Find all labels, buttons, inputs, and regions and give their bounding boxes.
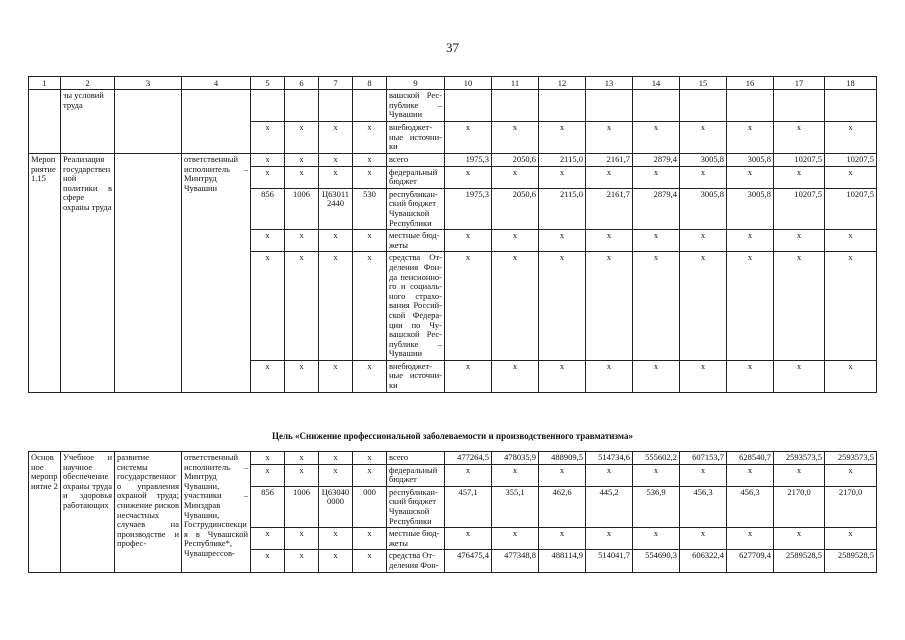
cell: 2879,4 [633, 154, 680, 167]
cell: 2589528,5 [825, 550, 877, 572]
cell: x [633, 464, 680, 486]
cell: x [680, 122, 727, 154]
cell: x [633, 528, 680, 550]
cell: x [586, 360, 633, 392]
cell: x [825, 252, 877, 361]
cell: 457,1 [445, 486, 492, 527]
cell: x [539, 122, 586, 154]
cell: x [539, 166, 586, 188]
cell: 477348,8 [492, 550, 539, 572]
cell: x [445, 230, 492, 252]
cell: x [285, 528, 319, 550]
cell: x [285, 550, 319, 572]
cell: 10207,5 [774, 154, 825, 167]
cell: 478035,9 [492, 452, 539, 465]
cell: вашской Рес-публике – Чувашии [387, 90, 445, 122]
cell: x [319, 528, 353, 550]
cell: 536,9 [633, 486, 680, 527]
cell: зы условий труда [61, 90, 115, 154]
cell: федеральный бюджет [387, 166, 445, 188]
cell: 1975,3 [445, 154, 492, 167]
cell: x [251, 464, 285, 486]
cell: Учебное и научное обеспечение охраны труда и здоровья работающих [61, 452, 115, 573]
cell: x [727, 166, 774, 188]
cell: x [285, 122, 319, 154]
cell: x [633, 166, 680, 188]
cell: x [492, 166, 539, 188]
cell: x [727, 122, 774, 154]
header-cell: 6 [285, 77, 319, 90]
cell: x [353, 154, 387, 167]
cell: 2115,0 [539, 154, 586, 167]
cell: 456,3 [727, 486, 774, 527]
goal-title: Цель «Снижение профессиональной заболеваемости и производственного травматизма» [272, 431, 633, 441]
cell: x [586, 122, 633, 154]
cell: x [251, 252, 285, 361]
cell: x [319, 360, 353, 392]
cell: x [251, 154, 285, 167]
header-cell: 8 [353, 77, 387, 90]
cell: 2050,6 [492, 188, 539, 229]
cell: x [774, 252, 825, 361]
cell: Мероприятие 1.15 [29, 154, 61, 393]
cell: x [445, 166, 492, 188]
cell: ответственный исполнитель – Минтруд Чувашии [182, 154, 251, 393]
cell: x [251, 166, 285, 188]
cell: 2161,7 [586, 188, 633, 229]
header-cell: 10 [445, 77, 492, 90]
cell [115, 154, 182, 393]
cell: x [285, 452, 319, 465]
cell: средства От-деления Фон- [387, 550, 445, 572]
cell: 2593573,5 [774, 452, 825, 465]
cell: Ц63040 0000 [319, 486, 353, 527]
cell: x [353, 166, 387, 188]
cell: 3005,8 [727, 188, 774, 229]
cell: x [539, 528, 586, 550]
cell: x [319, 252, 353, 361]
header-cell: 14 [633, 77, 680, 90]
cell: x [445, 122, 492, 154]
cell: x [353, 464, 387, 486]
cell: x [492, 464, 539, 486]
cell: внебюджет-ные источни-ки [387, 360, 445, 392]
cell: x [319, 230, 353, 252]
cell: 2170,0 [825, 486, 877, 527]
cell: 856 [251, 486, 285, 527]
cell: всего [387, 154, 445, 167]
cell: 530 [353, 188, 387, 229]
cell [29, 90, 61, 154]
cell: 2161,7 [586, 154, 633, 167]
cell: x [492, 230, 539, 252]
cell: x [825, 360, 877, 392]
table-row [29, 154, 877, 167]
cell: x [825, 464, 877, 486]
cell: 1975,3 [445, 188, 492, 229]
cell: x [492, 122, 539, 154]
cell: x [285, 230, 319, 252]
cell: 355,1 [492, 486, 539, 527]
cell: x [285, 154, 319, 167]
cell: x [633, 252, 680, 361]
cell: x [774, 464, 825, 486]
cell: x [445, 464, 492, 486]
cell: x [319, 452, 353, 465]
cell [633, 90, 680, 122]
cell: x [353, 452, 387, 465]
cell: x [586, 166, 633, 188]
cell: x [319, 122, 353, 154]
cell: 3005,8 [680, 188, 727, 229]
cell: республикан-ский бюджет Чувашской Республики [387, 486, 445, 527]
cell: 10207,5 [774, 188, 825, 229]
cell: 456,3 [680, 486, 727, 527]
cell: x [825, 230, 877, 252]
cell: x [285, 252, 319, 361]
header-cell: 1 [29, 77, 61, 90]
cell: x [251, 230, 285, 252]
cell: x [586, 464, 633, 486]
cell: 2589528,5 [774, 550, 825, 572]
cell: x [251, 122, 285, 154]
cell: 3005,8 [727, 154, 774, 167]
cell: средства От-деления Фон-да пенсионно-го и социаль-ного страхо-вания Россий-ской Федера-ции по Чу-вашской Рес-публике – Чувашии [387, 252, 445, 361]
cell: Основное мероприятие 2 [29, 452, 61, 573]
cell: развитие системы государственного управления охраной труда; снижение рисков несчастных случаев на производстве и профес- [115, 452, 182, 573]
cell: 555602,2 [633, 452, 680, 465]
program-table-part-2 [28, 451, 877, 573]
cell: x [680, 464, 727, 486]
cell: федеральный бюджет [387, 464, 445, 486]
cell: x [445, 360, 492, 392]
cell: местные бюд-жеты [387, 230, 445, 252]
cell: x [774, 360, 825, 392]
cell: x [353, 230, 387, 252]
cell [539, 90, 586, 122]
cell: 488909,5 [539, 452, 586, 465]
header-cell: 17 [774, 77, 825, 90]
cell [492, 90, 539, 122]
cell [825, 90, 877, 122]
header-cell: 15 [680, 77, 727, 90]
cell: x [727, 360, 774, 392]
cell [680, 90, 727, 122]
cell: x [774, 166, 825, 188]
cell: x [353, 550, 387, 572]
cell: ответственный исполнитель – Минтруд Чувашии, участники – Минздрав Чувашии, Гострудинспекция в Чувашской Республике*, Чувашрессов- [182, 452, 251, 573]
cell: 627709,4 [727, 550, 774, 572]
table-row [29, 90, 877, 122]
cell: 628540,7 [727, 452, 774, 465]
cell: x [633, 122, 680, 154]
cell [182, 90, 251, 154]
cell: 554690,3 [633, 550, 680, 572]
cell: республикан-ский бюджет Чувашской Республики [387, 188, 445, 229]
cell: x [539, 360, 586, 392]
cell: 3005,8 [680, 154, 727, 167]
cell [727, 90, 774, 122]
cell: x [633, 230, 680, 252]
cell: x [251, 550, 285, 572]
cell: x [680, 528, 727, 550]
cell [319, 90, 353, 122]
cell: x [539, 252, 586, 361]
cell: x [251, 528, 285, 550]
cell: x [319, 166, 353, 188]
header-cell: 7 [319, 77, 353, 90]
cell: 10207,5 [825, 154, 877, 167]
page-number: 37 [446, 40, 459, 55]
cell [445, 90, 492, 122]
cell: x [445, 528, 492, 550]
cell [285, 90, 319, 122]
cell: 2115,0 [539, 188, 586, 229]
cell: 1006 [285, 188, 319, 229]
cell: 606322,4 [680, 550, 727, 572]
cell: x [774, 528, 825, 550]
cell: x [586, 528, 633, 550]
header-cell: 12 [539, 77, 586, 90]
cell: 445,2 [586, 486, 633, 527]
cell: x [586, 252, 633, 361]
cell: 607153,7 [680, 452, 727, 465]
cell: x [492, 528, 539, 550]
program-table-part-1 [28, 76, 877, 393]
header-cell: 3 [115, 77, 182, 90]
header-cell: 4 [182, 77, 251, 90]
header-cell: 16 [727, 77, 774, 90]
cell: x [586, 230, 633, 252]
cell: x [680, 166, 727, 188]
cell: 000 [353, 486, 387, 527]
table-row [29, 452, 877, 465]
header-cell: 11 [492, 77, 539, 90]
cell: 856 [251, 188, 285, 229]
cell: 2050,6 [492, 154, 539, 167]
cell: 477264,5 [445, 452, 492, 465]
cell: x [825, 528, 877, 550]
cell: 10207,5 [825, 188, 877, 229]
cell: x [539, 464, 586, 486]
cell: 488114,9 [539, 550, 586, 572]
header-cell: 9 [387, 77, 445, 90]
cell: x [680, 252, 727, 361]
cell: 514041,7 [586, 550, 633, 572]
cell: 1006 [285, 486, 319, 527]
cell: x [285, 464, 319, 486]
cell: x [727, 464, 774, 486]
cell: x [539, 230, 586, 252]
cell: x [251, 452, 285, 465]
cell: 462,6 [539, 486, 586, 527]
cell: x [727, 252, 774, 361]
cell [774, 90, 825, 122]
cell [586, 90, 633, 122]
cell: x [319, 550, 353, 572]
cell: 2593573,5 [825, 452, 877, 465]
cell: x [353, 252, 387, 361]
cell: x [285, 166, 319, 188]
cell: x [680, 360, 727, 392]
cell: 476475,4 [445, 550, 492, 572]
cell: x [774, 122, 825, 154]
header-cell: 2 [61, 77, 115, 90]
cell: Реализация государственной политики в сфере охраны труда [61, 154, 115, 393]
cell [353, 90, 387, 122]
cell: x [492, 360, 539, 392]
cell: местные бюд-жеты [387, 528, 445, 550]
header-cell: 5 [251, 77, 285, 90]
cell: x [319, 154, 353, 167]
cell: x [353, 122, 387, 154]
cell: x [825, 166, 877, 188]
column-number-row [29, 77, 877, 90]
cell: x [774, 230, 825, 252]
cell: Ц63011 2440 [319, 188, 353, 229]
cell [115, 90, 182, 154]
cell [251, 90, 285, 122]
cell: x [445, 252, 492, 361]
cell: 514734,6 [586, 452, 633, 465]
cell: внебюджет-ные источни-ки [387, 122, 445, 154]
cell: 2170,0 [774, 486, 825, 527]
cell: x [727, 528, 774, 550]
cell: x [727, 230, 774, 252]
cell: x [285, 360, 319, 392]
cell: x [680, 230, 727, 252]
cell: x [825, 122, 877, 154]
cell: 2879,4 [633, 188, 680, 229]
cell: x [319, 464, 353, 486]
cell: x [633, 360, 680, 392]
cell: x [492, 252, 539, 361]
cell: x [251, 360, 285, 392]
cell: x [353, 360, 387, 392]
header-cell: 18 [825, 77, 877, 90]
cell: x [353, 528, 387, 550]
header-cell: 13 [586, 77, 633, 90]
cell: всего [387, 452, 445, 465]
